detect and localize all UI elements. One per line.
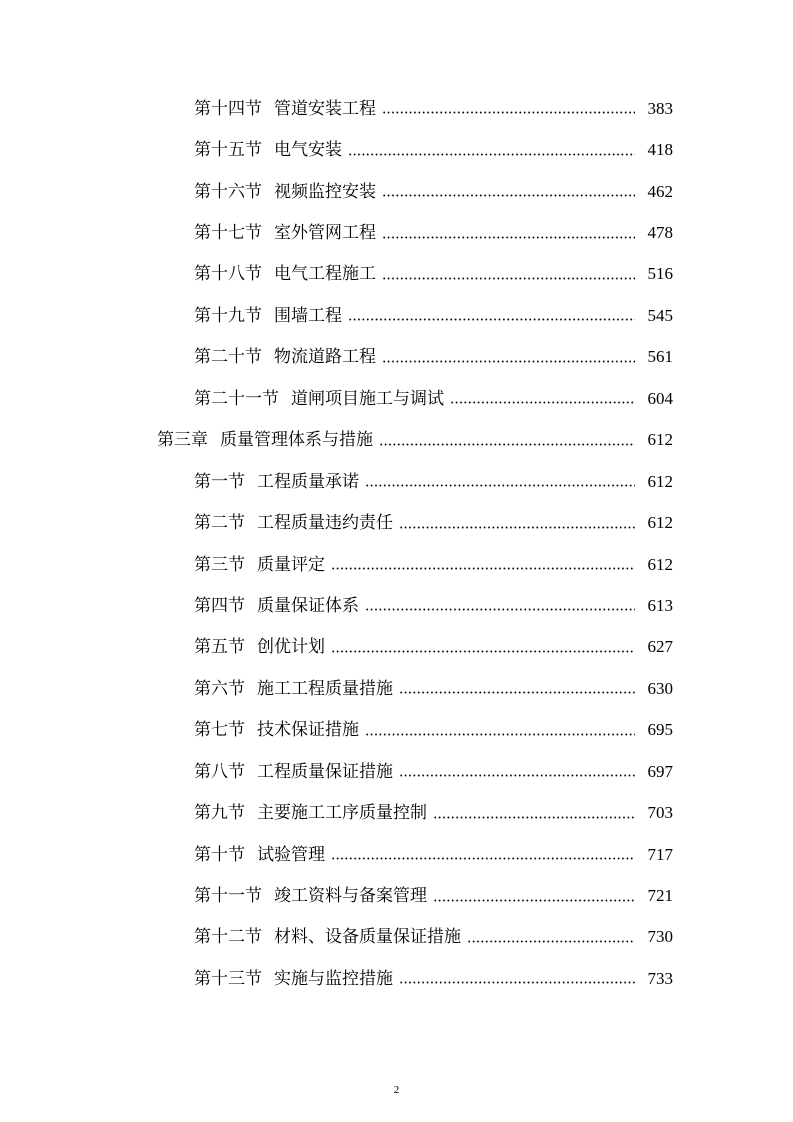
toc-section-number: 第一节 bbox=[194, 471, 245, 492]
toc-section-number: 第三章 bbox=[157, 430, 208, 451]
toc-section-title: 创优计划 bbox=[257, 637, 325, 658]
toc-dot-leader bbox=[348, 144, 635, 164]
toc-section-title: 道闸项目施工与调试 bbox=[291, 388, 444, 409]
toc-dot-leader bbox=[365, 476, 635, 496]
toc-page-number: 627 bbox=[647, 637, 673, 657]
toc-entry-label bbox=[194, 886, 433, 906]
toc-entry-label bbox=[194, 389, 450, 409]
toc-section-number: 第十三节 bbox=[194, 968, 262, 989]
toc-section-title: 主要施工工序质量控制 bbox=[257, 803, 427, 824]
toc-section-number: 第七节 bbox=[194, 720, 245, 741]
toc-section-title: 实施与监控措施 bbox=[274, 968, 393, 989]
toc-dot-leader bbox=[467, 931, 635, 951]
toc-section-title: 电气安装 bbox=[274, 140, 342, 161]
toc-entry-label bbox=[194, 555, 331, 575]
toc-section-title: 室外管网工程 bbox=[274, 223, 376, 244]
toc-page-number: 516 bbox=[647, 264, 673, 284]
toc-page-number: 612 bbox=[647, 471, 673, 491]
toc-section-number: 第二十节 bbox=[194, 347, 262, 368]
toc-section-title: 质量保证体系 bbox=[257, 595, 359, 616]
toc-entry-label bbox=[194, 182, 382, 202]
toc-section-number: 第十五节 bbox=[194, 140, 262, 161]
toc-section-entry[interactable] bbox=[0, 585, 793, 626]
toc-section-entry[interactable] bbox=[0, 627, 793, 668]
toc-entry-label bbox=[194, 140, 348, 160]
toc-dot-leader bbox=[382, 351, 635, 371]
toc-section-entry[interactable] bbox=[0, 378, 793, 419]
toc-entry-label bbox=[194, 347, 382, 367]
toc-page-number: 612 bbox=[647, 513, 673, 533]
toc-section-entry[interactable] bbox=[0, 792, 793, 833]
toc-entry-label bbox=[194, 969, 399, 989]
toc-entry-label bbox=[194, 472, 365, 492]
toc-dot-leader bbox=[365, 600, 635, 620]
toc-section-entry[interactable] bbox=[0, 337, 793, 378]
toc-entry-label bbox=[194, 223, 382, 243]
toc-page-number: 695 bbox=[647, 720, 673, 740]
toc-page-number: 733 bbox=[647, 968, 673, 988]
toc-section-title: 施工工程质量措施 bbox=[257, 678, 393, 699]
table-of-contents bbox=[0, 88, 793, 1000]
toc-section-title: 物流道路工程 bbox=[274, 347, 376, 368]
toc-section-entry[interactable] bbox=[0, 295, 793, 336]
toc-page-number: 561 bbox=[647, 347, 673, 367]
toc-section-number: 第十四节 bbox=[194, 98, 262, 119]
toc-page-number: 545 bbox=[647, 305, 673, 325]
toc-entry-label bbox=[157, 430, 379, 450]
toc-section-number: 第十九节 bbox=[194, 305, 262, 326]
toc-section-title: 质量评定 bbox=[257, 554, 325, 575]
toc-entry-label bbox=[194, 803, 433, 823]
toc-page-number: 418 bbox=[647, 140, 673, 160]
toc-section-number: 第五节 bbox=[194, 637, 245, 658]
toc-dot-leader bbox=[382, 186, 635, 206]
toc-section-entry[interactable] bbox=[0, 958, 793, 999]
toc-page-number: 613 bbox=[647, 595, 673, 615]
toc-section-title: 工程质量承诺 bbox=[257, 471, 359, 492]
toc-page-number: 478 bbox=[647, 223, 673, 243]
toc-dot-leader bbox=[382, 268, 635, 288]
toc-dot-leader bbox=[365, 724, 635, 744]
toc-section-number: 第十一节 bbox=[194, 886, 262, 907]
toc-section-entry[interactable] bbox=[0, 917, 793, 958]
toc-entry-label bbox=[194, 845, 331, 865]
toc-section-number: 第八节 bbox=[194, 761, 245, 782]
toc-dot-leader bbox=[331, 849, 635, 869]
toc-section-number: 第十六节 bbox=[194, 181, 262, 202]
toc-chapter-entry[interactable] bbox=[0, 420, 793, 461]
toc-entry-label bbox=[194, 720, 365, 740]
toc-entry-label bbox=[194, 679, 399, 699]
toc-section-number: 第十二节 bbox=[194, 927, 262, 948]
toc-section-entry[interactable] bbox=[0, 751, 793, 792]
toc-section-number: 第九节 bbox=[194, 803, 245, 824]
toc-dot-leader bbox=[382, 103, 635, 123]
toc-section-title: 质量管理体系与措施 bbox=[220, 430, 373, 451]
toc-section-number: 第二十一节 bbox=[194, 388, 279, 409]
toc-section-number: 第二节 bbox=[194, 513, 245, 534]
toc-section-title: 材料、设备质量保证措施 bbox=[274, 927, 461, 948]
toc-section-entry[interactable] bbox=[0, 88, 793, 129]
toc-section-title: 围墙工程 bbox=[274, 305, 342, 326]
toc-section-entry[interactable] bbox=[0, 212, 793, 253]
toc-section-title: 视频监控安装 bbox=[274, 181, 376, 202]
toc-section-entry[interactable] bbox=[0, 834, 793, 875]
toc-section-number: 第三节 bbox=[194, 554, 245, 575]
toc-page-number: 697 bbox=[647, 761, 673, 781]
toc-page-number: 612 bbox=[647, 554, 673, 574]
toc-section-entry[interactable] bbox=[0, 129, 793, 170]
toc-page-number: 383 bbox=[647, 98, 673, 118]
toc-dot-leader bbox=[433, 890, 635, 910]
toc-section-title: 电气工程施工 bbox=[274, 264, 376, 285]
page-number: 2 bbox=[393, 1084, 400, 1096]
toc-section-entry[interactable] bbox=[0, 668, 793, 709]
toc-page-number: 604 bbox=[647, 388, 673, 408]
toc-entry-label bbox=[194, 306, 348, 326]
toc-section-entry[interactable] bbox=[0, 875, 793, 916]
toc-section-entry[interactable] bbox=[0, 461, 793, 502]
toc-section-number: 第六节 bbox=[194, 678, 245, 699]
toc-section-title: 技术保证措施 bbox=[257, 720, 359, 741]
toc-page-number: 721 bbox=[647, 886, 673, 906]
toc-entry-label bbox=[194, 596, 365, 616]
toc-section-number: 第四节 bbox=[194, 595, 245, 616]
toc-section-entry[interactable] bbox=[0, 254, 793, 295]
toc-section-title: 竣工资料与备案管理 bbox=[274, 886, 427, 907]
toc-dot-leader bbox=[379, 434, 635, 454]
toc-section-title: 试验管理 bbox=[257, 844, 325, 865]
toc-page-number: 717 bbox=[647, 844, 673, 864]
toc-section-title: 管道安装工程 bbox=[274, 98, 376, 119]
toc-dot-leader bbox=[399, 766, 635, 786]
toc-section-entry[interactable] bbox=[0, 544, 793, 585]
toc-dot-leader bbox=[331, 559, 635, 579]
toc-section-entry[interactable] bbox=[0, 171, 793, 212]
toc-entry-label bbox=[194, 513, 399, 533]
toc-section-number: 第十节 bbox=[194, 844, 245, 865]
toc-page-number: 612 bbox=[647, 430, 673, 450]
toc-page-number: 630 bbox=[647, 678, 673, 698]
toc-page-number: 703 bbox=[647, 803, 673, 823]
toc-dot-leader bbox=[450, 393, 635, 413]
toc-entry-label bbox=[194, 637, 331, 657]
toc-page-number: 462 bbox=[647, 181, 673, 201]
toc-entry-label bbox=[194, 927, 467, 947]
toc-entry-label bbox=[194, 264, 382, 284]
toc-entry-label bbox=[194, 762, 399, 782]
toc-dot-leader bbox=[399, 973, 635, 993]
toc-section-number: 第十八节 bbox=[194, 264, 262, 285]
toc-section-entry[interactable] bbox=[0, 710, 793, 751]
toc-dot-leader bbox=[331, 641, 635, 661]
toc-section-title: 工程质量违约责任 bbox=[257, 513, 393, 534]
toc-page-number: 730 bbox=[647, 927, 673, 947]
toc-dot-leader bbox=[433, 807, 635, 827]
toc-section-number: 第十七节 bbox=[194, 223, 262, 244]
toc-dot-leader bbox=[399, 683, 635, 703]
toc-section-entry[interactable] bbox=[0, 502, 793, 543]
toc-dot-leader bbox=[399, 517, 635, 537]
toc-entry-label bbox=[194, 99, 382, 119]
toc-section-title: 工程质量保证措施 bbox=[257, 761, 393, 782]
toc-dot-leader bbox=[348, 310, 635, 330]
toc-dot-leader bbox=[382, 227, 635, 247]
